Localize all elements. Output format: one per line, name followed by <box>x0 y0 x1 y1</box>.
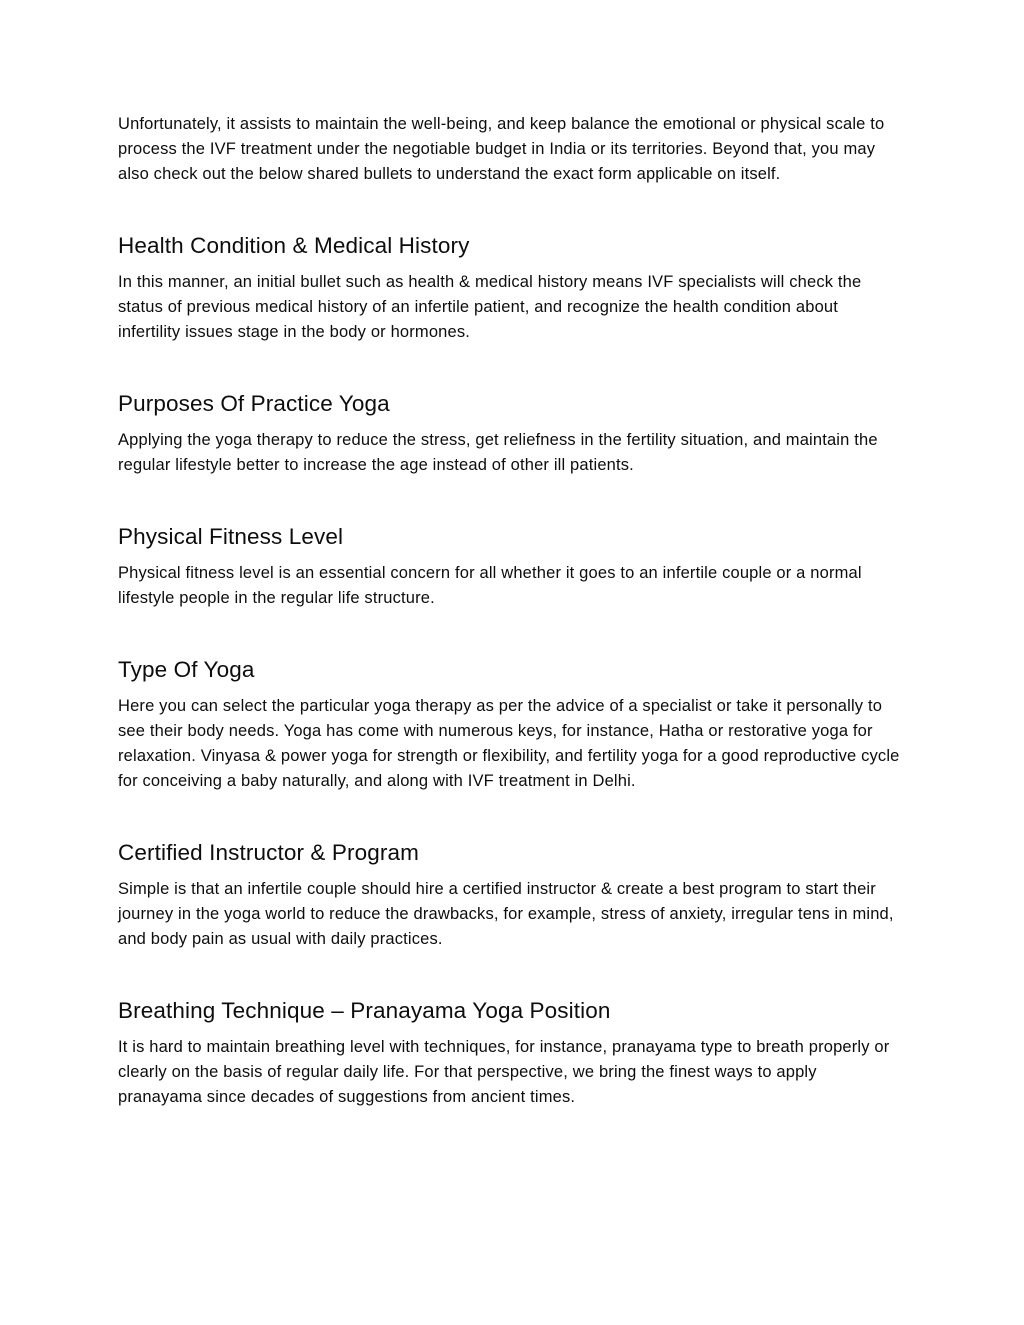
section-paragraph: Physical fitness level is an essential concern for all whether it goes to an infertile couple or a normal lifestyle people in the regular life structure. <box>118 564 862 607</box>
section-certified-instructor-program <box>118 838 902 952</box>
section-heading: Purposes Of Practice Yoga <box>118 391 390 416</box>
section-health-condition-medical-history <box>118 231 902 345</box>
section-breathing-technique-pranayama-yoga-position <box>118 996 902 1110</box>
section-paragraph: Applying the yoga therapy to reduce the stress, get reliefness in the fertility situation, and maintain the regular lifestyle better to increase the age instead of other ill patients. <box>118 431 878 474</box>
section-heading: Type Of Yoga <box>118 657 255 682</box>
section-purposes-of-practice-yoga <box>118 389 902 478</box>
intro-paragraph: Unfortunately, it assists to maintain the well-being, and keep balance the emotional or physical scale to process the IVF treatment under the negotiable budget in India or its territories. Beyond that, you may also check out the below shared bullets to understand the exact form applicable on itself. <box>118 115 885 183</box>
section-heading: Physical Fitness Level <box>118 524 344 549</box>
section-heading: Certified Instructor & Program <box>118 840 419 865</box>
section-physical-fitness-level <box>118 522 902 611</box>
document-body <box>118 112 902 1110</box>
section-paragraph: In this manner, an initial bullet such as health & medical history means IVF specialists will check the status of previous medical history of an infertile patient, and recognize the health condition about infertility issues stage in the body or hormones. <box>118 273 862 341</box>
section-heading: Health Condition & Medical History <box>118 233 470 258</box>
section-paragraph: Simple is that an infertile couple should hire a certified instructor & create a best program to start their journey in the yoga world to reduce the drawbacks, for example, stress of anxiety, irregular tens in mind, and body pain as usual with daily practices. <box>118 880 894 948</box>
section-paragraph: Here you can select the particular yoga therapy as per the advice of a specialist or take it personally to see their body needs. Yoga has come with numerous keys, for instance, Hatha or restorative yoga for relaxation. Vinyasa & power yoga for strength or flexibility, and fertility yoga for a good reproductive cycle for conceiving a baby naturally, and along with IVF treatment in Delhi. <box>118 697 900 790</box>
section-paragraph: It is hard to maintain breathing level with techniques, for instance, pranayama type to breath properly or clearly on the basis of regular daily life. For that perspective, we bring the finest ways to apply pranayama since decades of suggestions from ancient times. <box>118 1038 890 1106</box>
section-type-of-yoga <box>118 655 902 794</box>
section-heading: Breathing Technique – Pranayama Yoga Position <box>118 998 611 1023</box>
